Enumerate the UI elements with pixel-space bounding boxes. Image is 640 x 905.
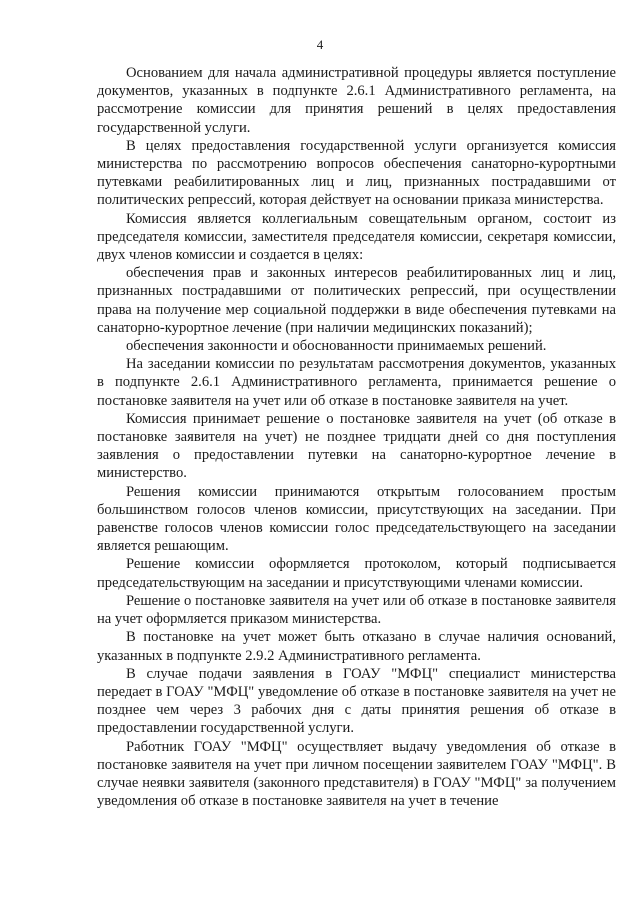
paragraph: Решение о постановке заявителя на учет или об отказе в постановке заявителя на учет оформляется приказом министерства. <box>97 592 616 628</box>
paragraph: Работник ГОАУ "МФЦ" осуществляет выдачу уведомления об отказе в постановке заявителя на учет при личном посещении заявителем ГОАУ "МФЦ". В случае неявки заявителя (законного представителя) в ГОАУ "МФЦ" за получением уведомления об отказе в постановке заявителя на учет в течение <box>97 738 616 810</box>
paragraph: Основанием для начала административной процедуры является поступление документов, указанных в подпункте 2.6.1 Административного регламента, на рассмотрение комиссии для принятия решений в целях предоставления государственной услуги. <box>97 65 616 136</box>
paragraph: Решения комиссии принимаются открытым голосованием простым большинством голосов членов комиссии, присутствующих на заседании. При равенстве голосов членов комиссии голос председательствующего на заседании является решающим. <box>97 483 616 555</box>
page-number: 4 <box>316 37 324 52</box>
paragraph: В целях предоставления государственной услуги организуется комиссия министерства по рассмотрению вопросов обеспечения санаторно-курортными путевками реабилитированных лиц и лиц, признанных пострадавшими от политических репрессий, которая действует на основании приказа министерства. <box>97 137 616 209</box>
paragraph: обеспечения прав и законных интересов реабилитированных лиц и лиц, признанных пострадавшими от политических репрессий, при осуществлении права на получение мер социальной поддержки в виде обеспечения путевками на санаторно-курортное лечение (при наличии медицинских показаний); <box>97 265 616 336</box>
paragraph: В постановке на учет может быть отказано в случае наличия оснований, указанных в подпункте 2.9.2 Административного регламента. <box>97 629 616 664</box>
paragraph: обеспечения законности и обоснованности принимаемых решений. <box>126 338 547 355</box>
document-body <box>97 64 616 810</box>
paragraph: Комиссия принимает решение о постановке заявителя на учет (об отказе в постановке заявителя на учет) не позднее тридцати дней со дня поступления заявления о предоставлении путевки на санаторно-курортное лечение в министерство. <box>97 410 616 482</box>
paragraph: Комиссия является коллегиальным совещательным органом, состоит из председателя комиссии, заместителя председателя комиссии, секретаря комиссии, двух членов комиссии и создается в целях: <box>97 210 616 264</box>
paragraph: На заседании комиссии по результатам рассмотрения документов, указанных в подпункте 2.6.1 Административного регламента, принимается решение о постановке заявителя на учет или об отказе в постановке заявителя на учет. <box>97 356 616 409</box>
paragraph: Решение комиссии оформляется протоколом, который подписывается председательствующим на заседании и присутствующими членами комиссии. <box>97 556 616 591</box>
paragraph: В случае подачи заявления в ГОАУ "МФЦ" специалист министерства передает в ГОАУ "МФЦ" уведомление об отказе в постановке заявителя на учет не позднее чем через 3 рабочих дня с даты принятия решения об отказе в предоставлении государственной услуги. <box>97 665 616 737</box>
